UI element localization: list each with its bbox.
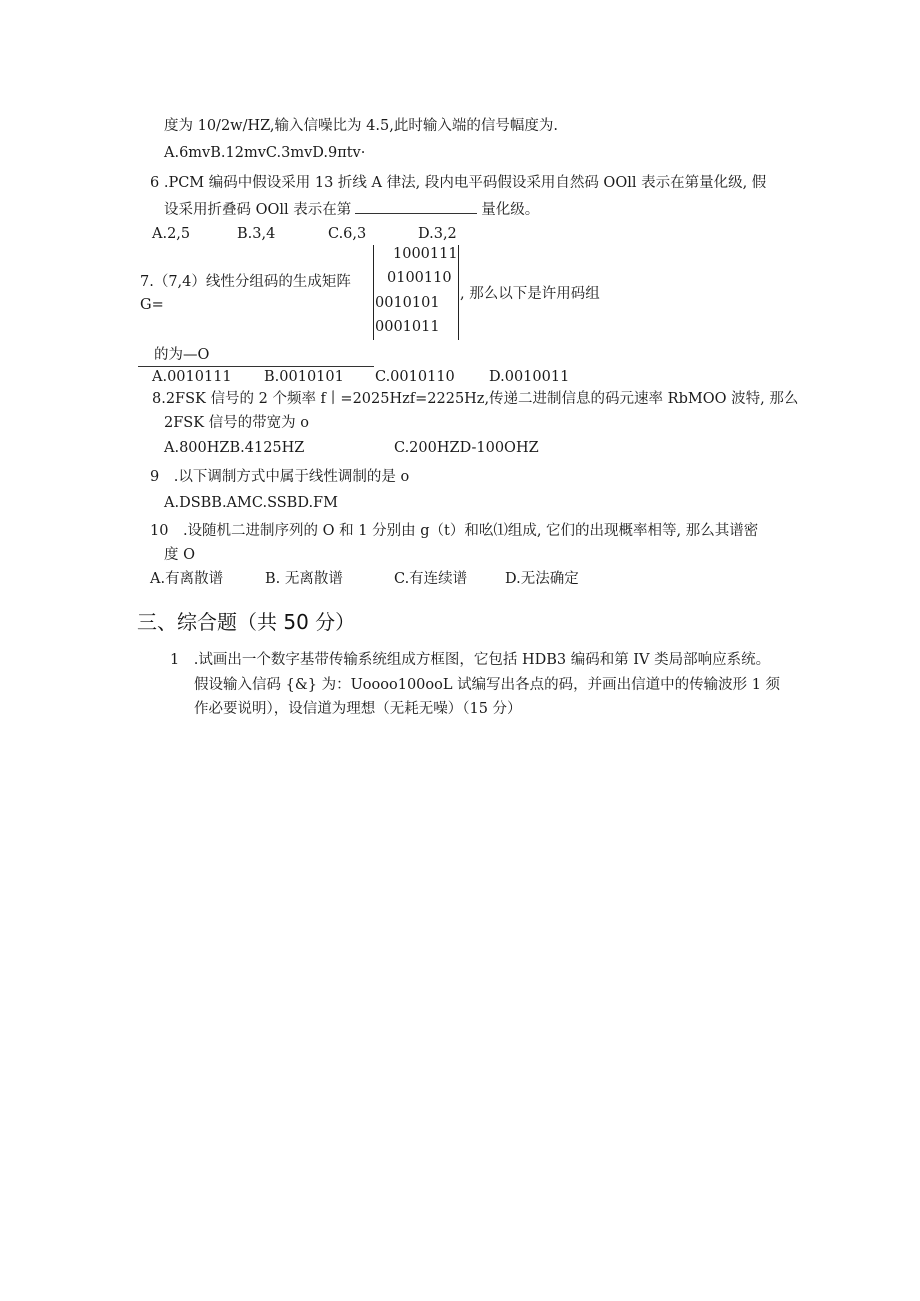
q9-stem: 9 .以下调制方式中属于线性调制的是 o [150, 469, 410, 485]
q5-options: A.6mvB.12mvC.3mvD.9πtv· [164, 145, 366, 161]
q10-stem-line1: 10 .设随机二进制序列的 O 和 1 分别由 g（t）和吆⑴组成, 它们的出现概率相等, 那么其谱密 [150, 523, 759, 539]
q6-option-d: D.3,2 [418, 226, 457, 242]
answer-blank [355, 199, 477, 214]
q6-stem-line2-post: 量化级。 [481, 202, 540, 218]
matrix-row-4: 0001011 [375, 319, 440, 335]
q8-stem-line1: 8.2FSK 信号的 2 个频率 f丨=2025Hzf=2225Hz,传递二进制信息的码元速率 RbMOO 波特, 那么 [152, 391, 799, 407]
q7-option-b: B.0010101 [264, 369, 344, 385]
q7-stem-g: G= [140, 297, 164, 313]
q6-stem-line1: 6 .PCM 编码中假设采用 13 折线 A 律法, 段内电平码假设采用自然码 OOll 表示在第量化级, 假 [150, 175, 767, 191]
matrix-row-1: 1000111 [393, 246, 458, 262]
matrix-row-2: 0100110 [387, 270, 452, 286]
q6-option-c: C.6,3 [328, 226, 367, 242]
q6-stem-line2-pre: 设采用折叠码 OOll 表示在第 [164, 202, 352, 218]
q8-options-cd: C.200HZD-100OHZ [394, 440, 539, 456]
q6-stem-line2 [164, 199, 539, 220]
q10-option-a: A.有离散谱 [150, 571, 224, 587]
q10-option-d: D.无法确定 [505, 571, 579, 587]
q8-stem-line2: 2FSK 信号的带宽为 o [164, 415, 309, 431]
q10-option-b: B. 无离散谱 [265, 571, 343, 587]
section-title: 三、综合题（共 50 分） [137, 610, 356, 634]
s3-q1-line2: 假设输入信码 {&} 为：Uoooo100ooL 试编写出各点的码，并画出信道中的传输波形 1 须 [194, 677, 781, 693]
q10-option-c: C.有连续谱 [394, 571, 468, 587]
matrix-left-bracket [373, 245, 374, 340]
q10-stem-line2: 度 O [164, 547, 195, 563]
q7-option-d: D.0010011 [489, 369, 570, 385]
q8-options-ab: A.800HZB.4125HZ [164, 440, 305, 456]
s3-q1-line1: 1 .试画出一个数字基带传输系统组成方框图，它包括 HDB3 编码和第 IV 类局部响应系统。 [170, 652, 771, 668]
q7-option-c: C.0010110 [375, 369, 455, 385]
q6-option-b: B.3,4 [237, 226, 276, 242]
s3-q1-line3: 作必要说明），设信道为理想（无耗无噪）（15 分） [194, 701, 522, 717]
matrix-row-3: 0010101 [375, 295, 440, 311]
q9-options: A.DSBB.AMC.SSBD.FM [164, 495, 338, 511]
q5-stem-continuation: 度为 10/2w/HZ,输入信噪比为 4.5,此时输入端的信号幅度为. [164, 118, 558, 134]
q7-stem-right: , 那么以下是许用码组 [460, 286, 600, 302]
q7-stem-tail: 的为—O [154, 347, 210, 363]
matrix-right-bracket [458, 245, 459, 340]
q6-option-a: A.2,5 [152, 226, 191, 242]
q7-stem-left: 7.（7,4）线性分组码的生成矩阵 [140, 274, 351, 290]
q7-option-a: A.0010111 [152, 369, 232, 385]
